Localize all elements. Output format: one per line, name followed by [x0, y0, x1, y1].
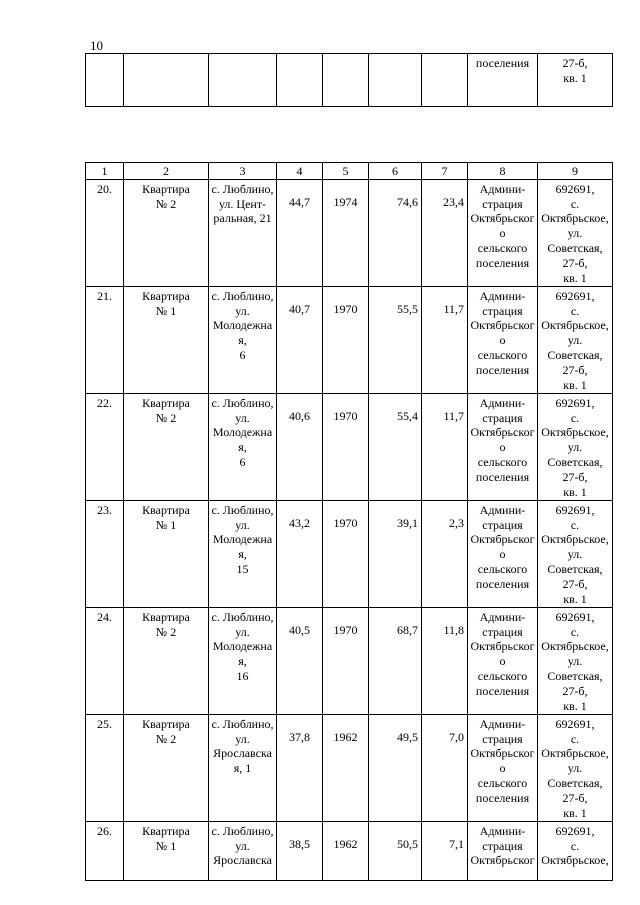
owner-cell: [468, 714, 538, 821]
cell-text-line: сельского: [477, 454, 528, 469]
cell-text-line: я,: [238, 440, 247, 455]
cell-text-line: сельского: [477, 561, 528, 576]
value-cell: [369, 393, 422, 500]
area-cell: [277, 821, 323, 880]
table-row: [86, 821, 613, 880]
cell-text-line: Квартира: [142, 609, 190, 624]
column-header-1: 1: [86, 163, 124, 180]
cell-text-line: Октябрьског: [470, 746, 535, 761]
year-cell: [323, 607, 369, 714]
residual-value-cell-text: 7,1: [449, 836, 464, 851]
cell-text-line: Октябрьское,: [541, 211, 609, 226]
cell: [124, 54, 209, 107]
property-table: [85, 162, 613, 881]
owner-cell: [468, 607, 538, 714]
cell-text-line: 27-б,: [562, 683, 588, 698]
area-cell-text: 37,8: [289, 729, 310, 744]
cell-text-line: с. Люблино,: [211, 823, 274, 838]
cell-text-line: Админи-: [479, 609, 526, 624]
row-number-cell: [86, 179, 124, 286]
cell: [422, 54, 468, 107]
column-header-row: [86, 163, 613, 180]
cell-text-line: кв. 1: [563, 270, 587, 285]
cell-text-line: страция: [482, 731, 523, 746]
cell-text-line: кв. 1: [563, 805, 587, 820]
cell-text-line: 692691,: [555, 609, 595, 624]
cell-text-line: с. Люблино,: [211, 288, 274, 303]
area-cell-text: 40,7: [289, 301, 310, 316]
row-number-cell: [86, 393, 124, 500]
residual-value-cell: [422, 607, 468, 714]
cell-text-line: 15: [236, 561, 249, 576]
year-cell-text: 1970: [333, 515, 358, 530]
cell-text-line: Советская,: [547, 454, 603, 469]
row-number-cell-text: 24.: [97, 609, 112, 624]
cell-text-line: Октябрьског: [470, 425, 535, 440]
value-cell-text: 74,6: [397, 194, 418, 209]
cell: [277, 54, 323, 107]
cell-text-line: Октябрьское,: [541, 746, 609, 761]
cell-text-line: 27-б,: [562, 576, 588, 591]
table-row: [86, 286, 613, 393]
owner-cell: [468, 286, 538, 393]
owner-address-cell: [538, 500, 613, 607]
year-cell: [323, 500, 369, 607]
value-cell-text: 50,5: [397, 836, 418, 851]
residual-value-cell: [422, 286, 468, 393]
address-cell: [209, 714, 277, 821]
cell-text-line: 692691,: [555, 288, 595, 303]
cell-text-line: поселения: [475, 56, 530, 70]
row-number-cell-text: 23.: [97, 502, 112, 517]
cell-text-line: Админи-: [479, 288, 526, 303]
cell-text-line: Квартира: [142, 716, 190, 731]
column-header-7: 7: [422, 163, 468, 180]
owner-cell: [468, 393, 538, 500]
cell-text-line: с.: [570, 196, 580, 211]
cell-text-line: с. Люблино,: [211, 502, 274, 517]
year-cell-text: 1962: [333, 729, 358, 744]
cell-text-line: Админи-: [479, 502, 526, 517]
value-cell-text: 55,5: [397, 301, 418, 316]
cell-text-line: поселения: [475, 576, 530, 591]
area-cell-text: 43,2: [289, 515, 310, 530]
column-header-6: 6: [369, 163, 422, 180]
residual-value-cell: [422, 393, 468, 500]
area-cell-text: 38,5: [289, 836, 310, 851]
owner-address-cell: [538, 179, 613, 286]
area-cell: [277, 607, 323, 714]
cell: [323, 54, 369, 107]
row-number-cell: [86, 607, 124, 714]
cell-text-line: Молодежна: [212, 318, 273, 333]
cell-text-line: Молодежна: [212, 532, 273, 547]
cell-text-line: с. Люблино,: [211, 181, 274, 196]
cell-text-line: кв. 1: [563, 377, 587, 392]
cell-text-line: 692691,: [555, 502, 595, 517]
address-cell: [209, 500, 277, 607]
table-row: [86, 179, 613, 286]
value-cell-text: 39,1: [397, 515, 418, 530]
cell-text-line: 692691,: [555, 395, 595, 410]
year-cell: [323, 714, 369, 821]
cell-text-line: кв. 1: [563, 484, 587, 499]
owner-cell: [468, 54, 538, 107]
column-header-5: 5: [323, 163, 369, 180]
cell-text-line: я, 1: [233, 761, 252, 776]
cell-text-line: 6: [239, 347, 246, 362]
object-name-cell: [124, 286, 209, 393]
value-cell-text: 68,7: [397, 622, 418, 637]
object-name-cell: [124, 821, 209, 880]
year-cell-text: 1974: [333, 194, 358, 209]
cell-text-line: Октябрьског: [470, 532, 535, 547]
row-number-cell: [86, 286, 124, 393]
owner-cell: [468, 821, 538, 880]
cell-text-line: страция: [482, 410, 523, 425]
cell-text-line: сельского: [477, 347, 528, 362]
cell-text-line: 6: [239, 454, 246, 469]
row-number-cell-text: 20.: [97, 181, 112, 196]
cell-text-line: страция: [482, 196, 523, 211]
table-row: [86, 607, 613, 714]
row-number-cell-text: 25.: [97, 716, 112, 731]
value-cell: [369, 607, 422, 714]
cell-text-line: Молодежна: [212, 639, 273, 654]
owner-address-cell: [538, 714, 613, 821]
area-cell-text: 40,5: [289, 622, 310, 637]
cell-text-line: Советская,: [547, 775, 603, 790]
cell-text-line: Октябрьское,: [541, 318, 609, 333]
cell-text-line: ул.: [567, 761, 583, 776]
cell-text-line: о: [499, 547, 506, 562]
address-cell: [209, 393, 277, 500]
cell-text-line: № 1: [155, 838, 177, 853]
cell-text-line: с.: [570, 624, 580, 639]
cell-text-line: ул.: [235, 410, 250, 425]
owner-address-cell: [538, 393, 613, 500]
year-cell: [323, 179, 369, 286]
cell-text-line: 27-б,: [562, 362, 588, 377]
residual-value-cell-text: 11,8: [443, 622, 464, 637]
cell-text-line: я,: [238, 654, 247, 669]
cell-text-line: Советская,: [547, 668, 603, 683]
cell-text-line: поселения: [475, 683, 530, 698]
table-row: [86, 393, 613, 500]
owner-cell: [468, 500, 538, 607]
owner-address-cell: [538, 821, 613, 880]
area-cell: [277, 179, 323, 286]
column-header-8: 8: [468, 163, 538, 180]
table-row: [86, 500, 613, 607]
cell-text-line: с.: [570, 838, 580, 853]
cell-text-line: поселения: [475, 362, 530, 377]
cell-text-line: кв. 1: [563, 698, 587, 713]
cell-text-line: Октябрьског: [470, 853, 535, 868]
cell-text-line: ул.: [235, 303, 250, 318]
cell-text-line: № 1: [155, 303, 177, 318]
cell-text-line: ул.: [235, 517, 250, 532]
address-cell: [209, 821, 277, 880]
row-number-cell-text: 22.: [97, 395, 112, 410]
column-header-3: 3: [209, 163, 277, 180]
residual-value-cell-text: 11,7: [443, 301, 464, 316]
object-name-cell: [124, 179, 209, 286]
cell-text-line: Молодежна: [212, 425, 273, 440]
cell-text-line: поселения: [475, 790, 530, 805]
cell-text-line: сельского: [477, 775, 528, 790]
row-number-cell: [86, 821, 124, 880]
cell-text-line: Советская,: [547, 347, 603, 362]
year-cell-text: 1962: [333, 836, 358, 851]
cell-text-line: 27-б,: [562, 255, 588, 270]
cell-text-line: я,: [238, 547, 247, 562]
cell-text-line: Квартира: [142, 395, 190, 410]
area-cell: [277, 500, 323, 607]
cell-text-line: Квартира: [142, 823, 190, 838]
cell-text-line: ул.: [567, 547, 583, 562]
column-header-4: 4: [277, 163, 323, 180]
year-cell-text: 1970: [333, 408, 358, 423]
cell-text-line: ул.: [567, 333, 583, 348]
cell-text-line: с. Люблино,: [211, 609, 274, 624]
owner-address-cell: [538, 286, 613, 393]
cell-text-line: Октябрьское,: [541, 425, 609, 440]
cell-text-line: страция: [482, 517, 523, 532]
year-cell-text: 1970: [333, 301, 358, 316]
object-name-cell: [124, 393, 209, 500]
cell: [369, 54, 422, 107]
row-number-cell-text: 21.: [97, 288, 112, 303]
value-cell-text: 55,4: [397, 408, 418, 423]
cell-text-line: Октябрьског: [470, 318, 535, 333]
area-cell-text: 40,6: [289, 408, 310, 423]
cell-text-line: страция: [482, 624, 523, 639]
cell-text-line: ул.: [567, 654, 583, 669]
cell-text-line: Октябрьское,: [541, 532, 609, 547]
cell-text-line: 692691,: [555, 181, 595, 196]
address-cell: [209, 607, 277, 714]
cell-text-line: ул.: [235, 838, 250, 853]
address-cell: [209, 286, 277, 393]
cell-text-line: 692691,: [555, 716, 595, 731]
cell-text-line: с. Люблино,: [211, 395, 274, 410]
residual-value-cell-text: 23,4: [443, 194, 464, 209]
residual-value-cell-text: 11,7: [443, 408, 464, 423]
cell-text-line: Октябрьског: [470, 639, 535, 654]
cell-text-line: Октябрьское,: [541, 639, 609, 654]
cell-text-line: кв. 1: [563, 591, 587, 606]
column-header-9: 9: [538, 163, 613, 180]
object-name-cell: [124, 500, 209, 607]
value-cell: [369, 179, 422, 286]
cell-text-line: о: [499, 761, 506, 776]
cell-text-line: сельского: [477, 240, 528, 255]
table-row: [86, 714, 613, 821]
cell-text-line: Советская,: [547, 561, 603, 576]
cell-text-line: я,: [238, 333, 247, 348]
cell-text-line: Квартира: [142, 502, 190, 517]
cell-text-line: с.: [570, 731, 580, 746]
owner-cell: [468, 179, 538, 286]
cell-text-line: 16: [236, 668, 249, 683]
cell-text-line: поселения: [475, 255, 530, 270]
address-cell: [209, 179, 277, 286]
cell-text-line: № 1: [155, 517, 177, 532]
year-cell: [323, 286, 369, 393]
value-cell: [369, 500, 422, 607]
column-header-2: 2: [124, 163, 209, 180]
cell-text-line: Квартира: [142, 181, 190, 196]
cell-text-line: Советская,: [547, 240, 603, 255]
residual-value-cell-text: 2,3: [449, 515, 464, 530]
cell-text-line: с.: [570, 303, 580, 318]
cell-text-line: Ярославска: [213, 853, 272, 868]
cell-text-line: 27-б,: [562, 790, 588, 805]
owner-address-cell: [538, 607, 613, 714]
value-cell: [369, 821, 422, 880]
year-cell-text: 1970: [333, 622, 358, 637]
residual-value-cell-text: 7,0: [449, 729, 464, 744]
object-name-cell: [124, 607, 209, 714]
cell-text-line: с. Люблино,: [211, 716, 274, 731]
cell-text-line: ул.: [235, 624, 250, 639]
cell-text-line: с.: [570, 410, 580, 425]
cell-text-line: сельского: [477, 668, 528, 683]
cell-text-line: Квартира: [142, 288, 190, 303]
year-cell: [323, 393, 369, 500]
cell-text-line: ул.: [235, 731, 250, 746]
residual-value-cell: [422, 821, 468, 880]
cell-text-line: поселения: [475, 469, 530, 484]
cell-text-line: ральная, 21: [213, 211, 272, 226]
cell: [209, 54, 277, 107]
year-cell: [323, 821, 369, 880]
area-cell: [277, 286, 323, 393]
cell-text-line: о: [499, 226, 506, 241]
cell-text-line: кв. 1: [563, 70, 587, 85]
residual-value-cell: [422, 179, 468, 286]
cell-text-line: страция: [482, 303, 523, 318]
cell-text-line: Админи-: [479, 823, 526, 838]
area-cell: [277, 393, 323, 500]
cell-text-line: № 2: [155, 410, 177, 425]
cell-text-line: № 2: [155, 624, 177, 639]
cell-text-line: 27-б,: [562, 469, 588, 484]
cell-text-line: о: [499, 333, 506, 348]
value-cell: [369, 714, 422, 821]
owner-address-cell: [538, 54, 613, 107]
residual-value-cell: [422, 714, 468, 821]
cell-text-line: Админи-: [479, 181, 526, 196]
row-number-cell: [86, 500, 124, 607]
row-number-cell: [86, 714, 124, 821]
cell-text-line: о: [499, 654, 506, 669]
continued-table-row: [85, 53, 613, 107]
value-cell-text: 49,5: [397, 729, 418, 744]
cell-text-line: Октябрьское,: [541, 853, 609, 868]
cell-text-line: с.: [570, 517, 580, 532]
cell-text-line: № 2: [155, 731, 177, 746]
cell: [86, 54, 124, 107]
area-cell-text: 44,7: [289, 194, 310, 209]
cell-text-line: страция: [482, 838, 523, 853]
page-number: 10: [90, 38, 103, 53]
cell-text-line: 692691,: [555, 823, 595, 838]
cell-text-line: Ярославска: [213, 746, 272, 761]
cell-text-line: № 2: [155, 196, 177, 211]
area-cell: [277, 714, 323, 821]
residual-value-cell: [422, 500, 468, 607]
cell-text-line: ул.: [567, 226, 583, 241]
cell-text-line: Админи-: [479, 395, 526, 410]
object-name-cell: [124, 714, 209, 821]
value-cell: [369, 286, 422, 393]
cell-text-line: ул. Цент-: [218, 196, 267, 211]
cell-text-line: Октябрьског: [470, 211, 535, 226]
cell-text-line: Админи-: [479, 716, 526, 731]
cell-text-line: 27-б,: [562, 56, 588, 70]
cell-text-line: о: [499, 440, 506, 455]
cell-text-line: ул.: [567, 440, 583, 455]
row-number-cell-text: 26.: [97, 823, 112, 838]
